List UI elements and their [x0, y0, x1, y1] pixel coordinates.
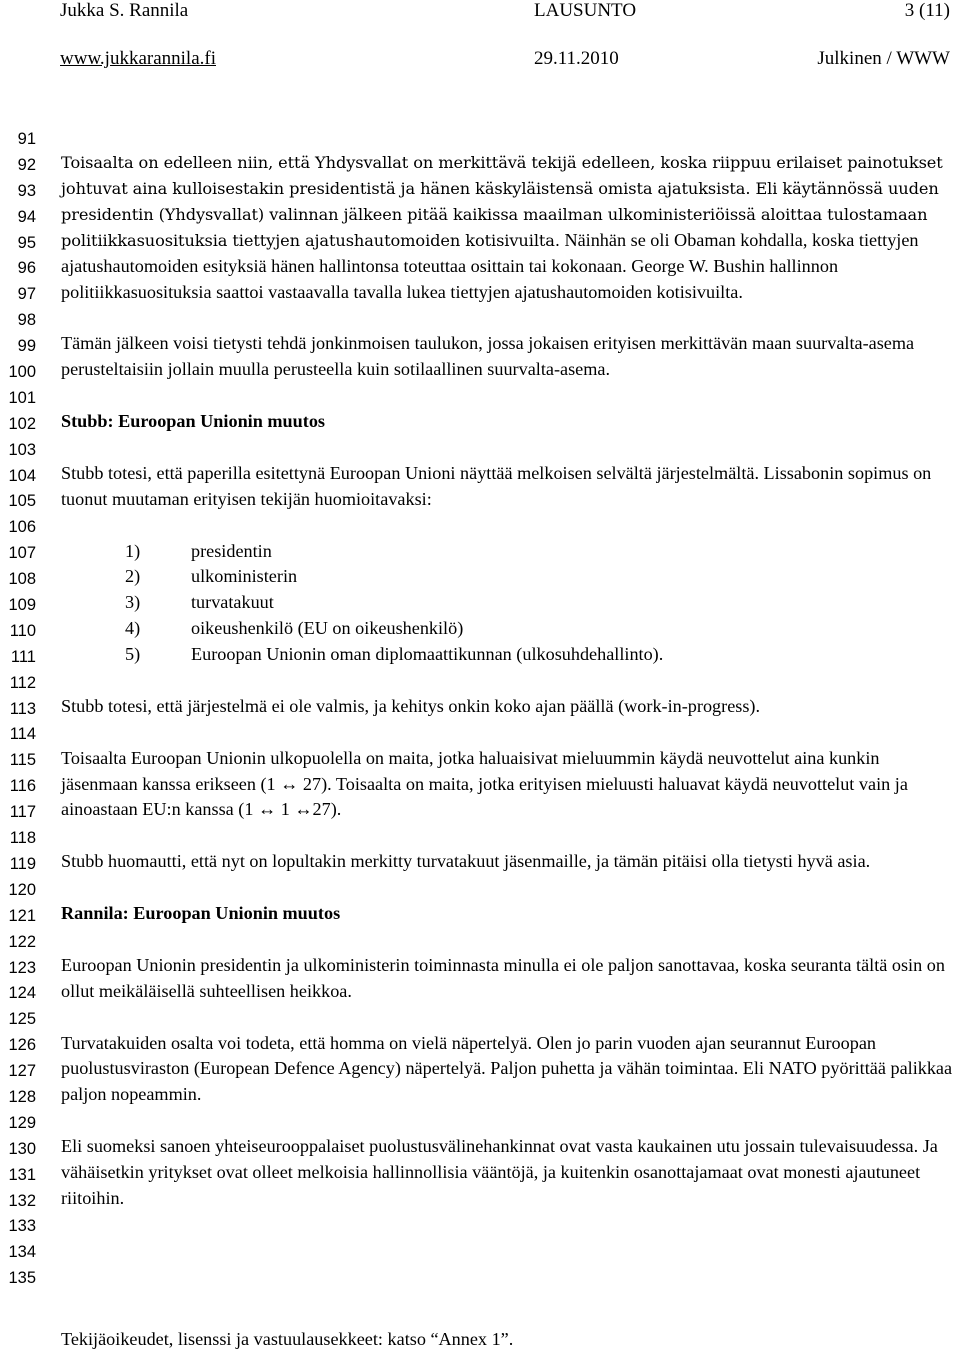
header-author: Jukka S. Rannila [60, 0, 189, 21]
line-number: 100 [8, 363, 36, 382]
line-number: 132 [8, 1191, 36, 1210]
website-link[interactable]: www.jukkarannila.fi [60, 48, 216, 69]
line-numbers [0, 127, 36, 1292]
line-number: 124 [8, 984, 36, 1003]
header-date: 29.11.2010 [534, 48, 619, 69]
line-number: 93 [17, 181, 36, 200]
line-number: 122 [8, 932, 36, 951]
line-number: 109 [8, 596, 36, 615]
paragraph: Eli suomeksi sanoen yhteiseurooppalaiset puolustusvälinehankinnat ovat vasta kaukainen utu jossain tulevaisuudessa. Ja vähäisetkin yritykset ovat olleet melkoisia hallinnollisia vääntöjä, ja kuitenkin osanottajamaat ovat monesti ajautuneet riitoihin. [61, 1136, 938, 1208]
line-number: 118 [9, 829, 36, 848]
line-number: 105 [8, 492, 36, 511]
line-number: 111 [10, 647, 36, 666]
paragraph: Euroopan Unionin presidentin ja ulkoministerin toiminnasta minulla ei ole paljon sanottavaa, koska seuranta tältä osin on ollut meikäläisellä suhteellisen heikkoa. [61, 954, 945, 1001]
paragraph: Toisaalta Euroopan Unionin ulkopuolella on maita, jotka haluaisivat mieluummin käydä neuvottelut aina kunkin jäsenmaan kanssa erikseen (1 ↔ 27). Toisaalta on maita, jotka erityisen mieluusti haluavat käydä neuvottelut vain ja ainoastaan EU:n kanssa (1 ↔ 1 ↔27). [61, 747, 908, 820]
line-number: 116 [9, 777, 36, 796]
line-number: 127 [8, 1062, 36, 1081]
line-number: 104 [8, 466, 36, 485]
list-item: 2) ulkoministerin [125, 566, 298, 587]
line-number: 133 [8, 1217, 36, 1236]
line-number: 103 [8, 440, 36, 459]
line-number: 128 [8, 1087, 36, 1106]
paragraph: Stubb totesi, että paperilla esitettynä Euroopan Unioni näyttää melkoisen selvältä järjestelmältä. Lissabonin sopimus on tuonut muutaman erityisen tekijän huomioitavaksi: [61, 462, 932, 509]
line-number: 120 [8, 880, 36, 899]
header-classification: Julkinen / WWW [817, 48, 950, 69]
line-number: 106 [8, 518, 36, 537]
list-item: 5) Euroopan Unionin oman diplomaattikunnan (ulkosuhdehallinto). [125, 644, 664, 665]
footer-note: Tekijäoikeudet, lisenssi ja vastuulausekkeet: katso “Annex 1”. [61, 1329, 514, 1349]
section-heading: Rannila: Euroopan Unionin muutos [61, 903, 341, 924]
line-number: 129 [8, 1113, 36, 1132]
line-number: 99 [17, 337, 36, 356]
line-number: 131 [8, 1165, 36, 1184]
line-number: 121 [8, 906, 36, 925]
line-number: 108 [8, 570, 36, 589]
line-number: 91 [17, 130, 36, 148]
line-number: 98 [17, 311, 36, 330]
line-number: 101 [8, 388, 36, 407]
line-number: 123 [8, 958, 36, 977]
line-number: 115 [9, 751, 36, 770]
list-item: 1) presidentin [125, 540, 272, 561]
list-item: 3) turvatakuut [125, 592, 274, 613]
paragraph: Stubb totesi, että järjestelmä ei ole valmis, ja kehitys onkin koko ajan päällä (work-in-progress). [61, 695, 761, 716]
numbered-list [61, 539, 956, 668]
line-number: 117 [9, 803, 36, 822]
line-number: 113 [9, 699, 36, 718]
line-number: 126 [8, 1036, 36, 1055]
line-number: 94 [17, 207, 36, 226]
document-body [61, 150, 956, 1238]
line-number: 110 [9, 621, 36, 640]
paragraph: Stubb huomautti, että nyt on lopultakin merkitty turvatakuut jäsenmaille, ja tämän pitäisi olla tietysti hyvä asia. [61, 851, 871, 872]
paragraph: Turvatakuiden osalta voi todeta, että homma on vielä näpertelyä. Olen jo parin vuoden ajan seurannut Euroopan puolustusviraston (European Defence Agency) näpertelyä. Paljon puhetta ja vähän toimintaa. Eli NATO pyörittää palikkaa paljon nopeammin. [61, 1032, 953, 1105]
line-number: 135 [8, 1269, 36, 1288]
line-number: 112 [9, 673, 36, 692]
line-number: 97 [17, 285, 36, 304]
header-page-number: 3 (11) [904, 0, 950, 21]
header-doc-type: LAUSUNTO [534, 0, 637, 21]
list-item: 4) oikeushenkilö (EU on oikeushenkilö) [125, 618, 464, 639]
line-number: 114 [9, 725, 36, 744]
line-number: 119 [9, 854, 36, 873]
line-number: 134 [8, 1243, 36, 1262]
paragraph: Toisaalta on edelleen niin, että Yhdysvallat on merkittävä tekijä edelleen, koska riippuu erilaiset painotukset johtuvat aina kulloisestakin presidentistä ja hänen käskyläistensä omista ajatuksista. Eli käytännössä uuden presidentin (Yhdysvallat) valinnan jälkeen pitää kaikissa maailman ulkoministeriöissä aloittaa tulostamaan politiikkasuosituksia tiettyjen ajatushautomoiden kotisivuilta. Näinhän se oli Obaman kohdalla, koska tiettyjen ajatushautomoiden esityksiä hänen hallintonsa toteuttaa osittain tai kokonaan. George W. Bushin hallinnon politiikkasuosituksia saattoi vastaavalla tavalla lukea tiettyjen ajatushautomoiden kotisivuilta. [61, 153, 943, 302]
line-number: 92 [17, 155, 36, 174]
line-number: 125 [8, 1010, 36, 1029]
line-number: 130 [8, 1139, 36, 1158]
line-number: 102 [8, 414, 36, 433]
section-heading: Stubb: Euroopan Unionin muutos [61, 411, 326, 432]
line-number: 95 [17, 233, 36, 252]
line-number: 107 [8, 544, 36, 563]
paragraph: Tämän jälkeen voisi tietysti tehdä jonkinmoisen taulukon, jossa jokaisen erityisen merkittävän maan suurvalta-asema perusteltaisiin jollain muulla perusteella kuin sotilaallinen suurvalta-asema. [61, 333, 915, 380]
line-number: 96 [17, 259, 36, 278]
